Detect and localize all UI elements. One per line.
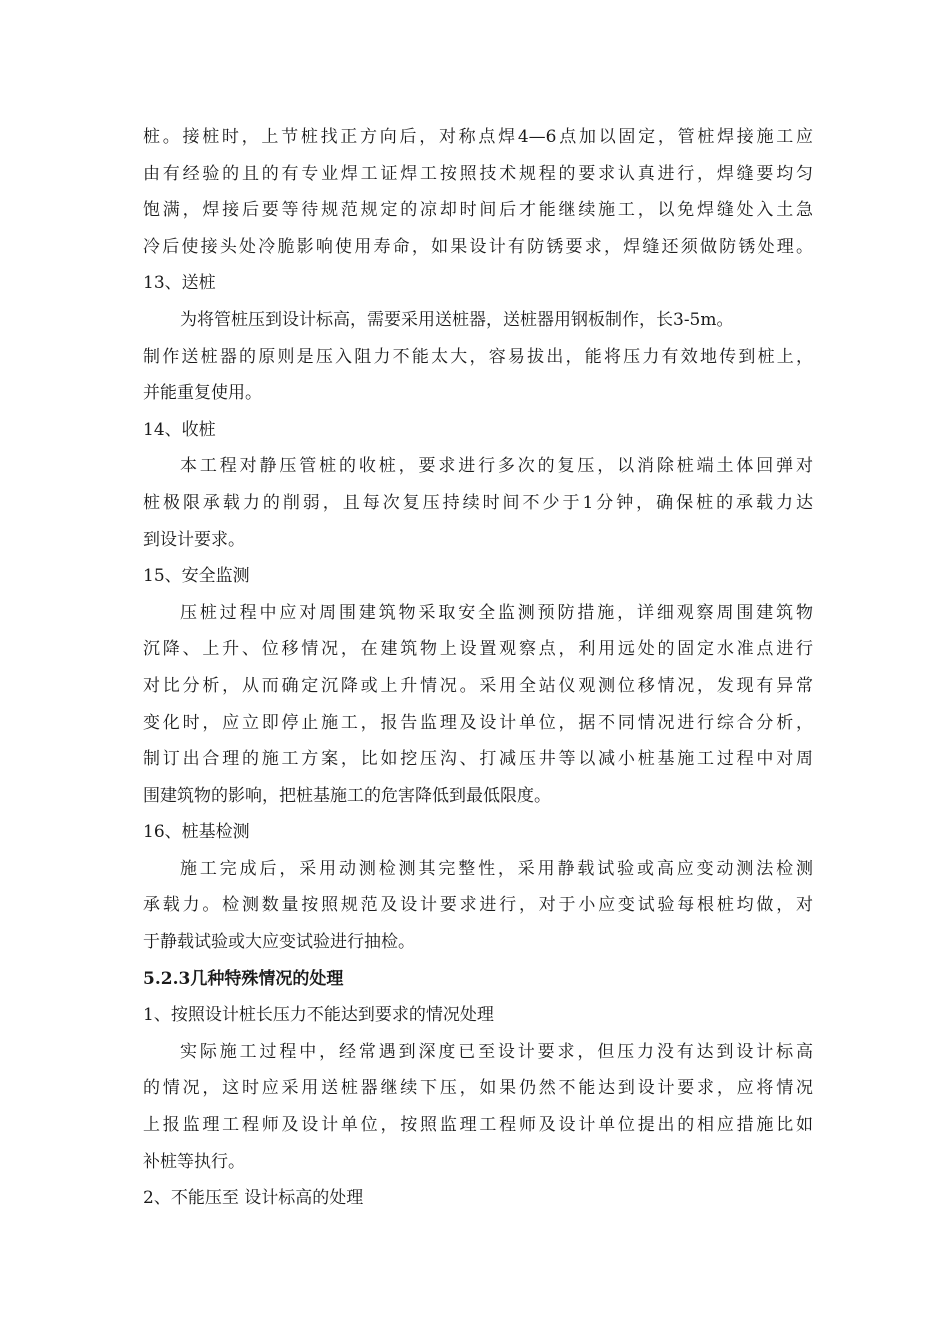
text-line: 沉降、上升、位移情况，在建筑物上设置观察点，利用远处的固定水准点进行: [143, 639, 813, 660]
text-line: 对比分析，从而确定沉降或上升情况。采用全站仪观测位移情况，发现有异常: [143, 675, 813, 696]
text-line: 饱满，焊接后要等待规范规定的凉却时间后才能继续施工，以免焊缝处入土急: [143, 200, 813, 221]
text-line: 上报监理工程师及设计单位，按照监理工程师及设计单位提出的相应措施比如: [143, 1115, 813, 1136]
text-line: 的情况，这时应采用送桩器继续下压，如果仍然不能达到设计要求，应将情况: [143, 1078, 813, 1099]
text-line: 桩。接桩时，上节桩找正方向后，对称点焊4—6点加以固定，管桩焊接施工应: [143, 127, 813, 147]
text-line: 制作送桩器的原则是压入阻力不能太大，容易拔出，能将压力有效地传到桩上，: [143, 346, 813, 367]
text-line: 2、不能压至 设计标高的处理: [143, 1188, 364, 1209]
text-line: 变化时，应立即停止施工，报告监理及设计单位，据不同情况进行综合分析，: [143, 712, 813, 733]
text-line: 15、安全监测: [143, 566, 250, 587]
text-line: 本工程对静压管桩的收桩，要求进行多次的复压，以消除桩端土体回弹对: [180, 456, 813, 477]
text-line: 为将管桩压到设计标高，需要采用送桩器，送桩器用钢板制作，长3-5m。: [180, 309, 734, 330]
text-line: 并能重复使用。: [143, 383, 262, 404]
text-line: 实际施工过程中，经常遇到深度已至设计要求，但压力没有达到设计标高: [180, 1041, 813, 1062]
text-line: 16、桩基检测: [143, 822, 250, 843]
text-line: 压桩过程中应对周围建筑物采取安全监测预防措施，详细观察周围建筑物: [180, 602, 813, 623]
text-line: 1、按照设计桩长压力不能达到要求的情况处理: [143, 1005, 494, 1026]
text-line: 施工完成后，采用动测检测其完整性，采用静载试验或高应变动测法检测: [180, 858, 813, 879]
text-line: 13、送桩: [143, 273, 216, 294]
text-line: 制订出合理的施工方案，比如挖压沟、打减压井等以减小桩基施工过程中对周: [143, 749, 813, 770]
text-line: 于静载试验或大应变试验进行抽检。: [143, 932, 415, 953]
text-line: 补桩等执行。: [143, 1151, 245, 1172]
document-body: [143, 119, 813, 1217]
text-line: 承载力。检测数量按照规范及设计要求进行，对于小应变试验每根桩均做，对: [143, 895, 813, 916]
text-line: 桩极限承载力的削弱，且每次复压持续时间不少于1分钟，确保桩的承载力达: [143, 492, 813, 513]
text-line: 冷后使接头处冷脆影响使用寿命，如果设计有防锈要求，焊缝还须做防锈处理。: [143, 236, 813, 257]
text-line: 由有经验的且的有专业焊工证焊工按照技术规程的要求认真进行，焊缝要均匀: [143, 163, 813, 184]
text-line: 围建筑物的影响，把桩基施工的危害降低到最低限度。: [143, 785, 551, 806]
section-heading: 5.2.3几种特殊情况的处理: [143, 968, 344, 989]
text-line: 14、收桩: [143, 419, 216, 440]
text-line: 到设计要求。: [143, 529, 245, 550]
